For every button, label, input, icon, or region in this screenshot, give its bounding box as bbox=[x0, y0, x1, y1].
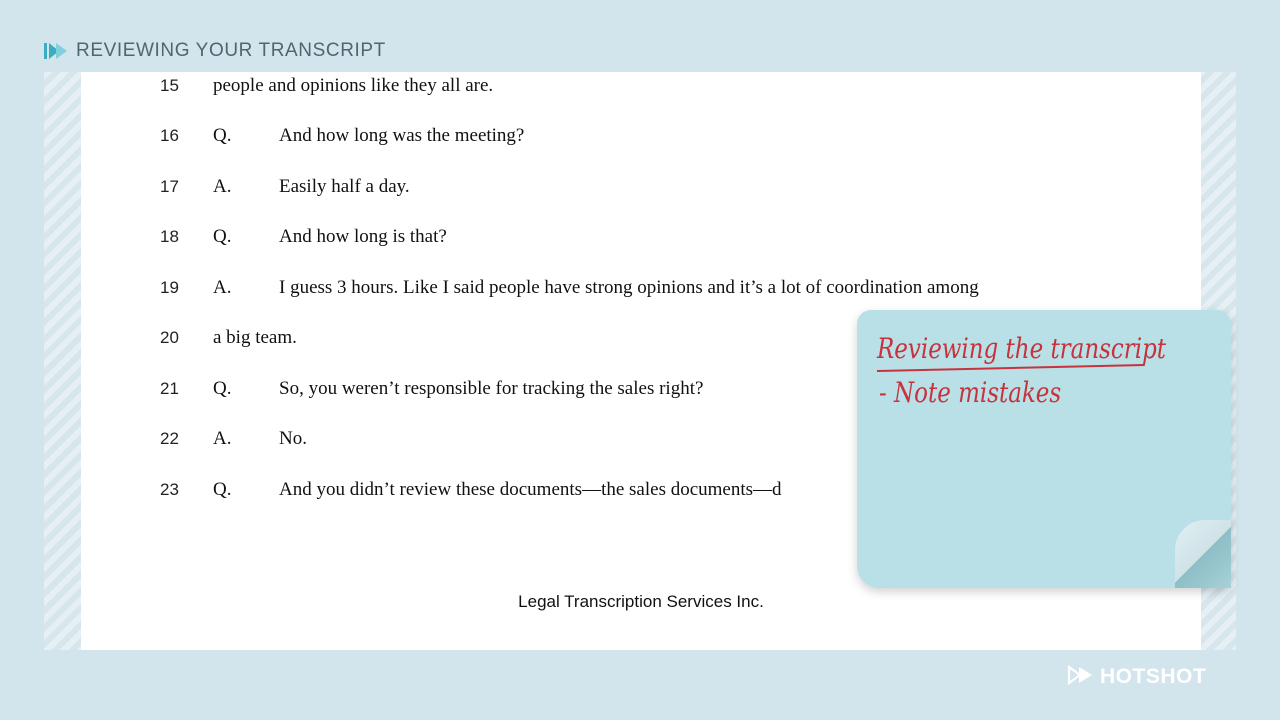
sticky-note bbox=[857, 310, 1231, 588]
speaker-label: Q. bbox=[213, 479, 232, 500]
line-number: 21 bbox=[160, 379, 179, 398]
line-number: 23 bbox=[160, 480, 179, 499]
line-text: And you didn’t review these documents—the sales documents—d bbox=[279, 479, 782, 500]
transcript-line bbox=[81, 71, 1181, 101]
line-number: 22 bbox=[160, 429, 179, 448]
transcript-line bbox=[81, 222, 1181, 252]
line-text: a big team. bbox=[213, 327, 297, 348]
line-number: 18 bbox=[160, 227, 179, 246]
company-footer: Legal Transcription Services Inc. bbox=[518, 592, 764, 611]
line-text: I guess 3 hours. Like I said people have strong opinions and it’s a lot of coordination among bbox=[279, 277, 979, 298]
line-number: 20 bbox=[160, 328, 179, 347]
speaker-label: A. bbox=[213, 277, 232, 298]
transcript-line bbox=[81, 121, 1181, 151]
transcript-line bbox=[81, 273, 1181, 303]
line-text: And how long is that? bbox=[279, 226, 447, 247]
line-text: Easily half a day. bbox=[279, 176, 410, 197]
line-number: 19 bbox=[160, 278, 179, 297]
speaker-label: A. bbox=[213, 176, 232, 197]
line-number: 15 bbox=[160, 76, 179, 95]
sticky-note-title: Reviewing the transcript bbox=[877, 332, 1167, 365]
slide-header bbox=[44, 38, 386, 64]
page-curl-icon bbox=[1175, 520, 1231, 588]
line-text: And how long was the meeting? bbox=[279, 125, 525, 146]
line-text: So, you weren’t responsible for tracking the sales right? bbox=[279, 378, 704, 399]
sticky-note-underline bbox=[877, 364, 1145, 372]
speaker-label: Q. bbox=[213, 226, 232, 247]
line-text: people and opinions like they all are. bbox=[213, 75, 494, 96]
brand-name: HOTSHOT bbox=[1100, 665, 1207, 688]
speaker-label: A. bbox=[213, 428, 232, 449]
transcript-line bbox=[81, 172, 1181, 202]
speaker-label: Q. bbox=[213, 125, 232, 146]
brand-logo bbox=[1068, 666, 1206, 688]
hotshot-logo-icon bbox=[1068, 665, 1094, 690]
line-number: 16 bbox=[160, 126, 179, 145]
play-forward-icon bbox=[44, 42, 68, 60]
speaker-label: Q. bbox=[213, 378, 232, 399]
sticky-note-item: - Note mistakes bbox=[879, 376, 1062, 409]
line-text: No. bbox=[279, 428, 307, 449]
line-number: 17 bbox=[160, 177, 179, 196]
slide-title: REVIEWING YOUR TRANSCRIPT bbox=[76, 40, 386, 61]
